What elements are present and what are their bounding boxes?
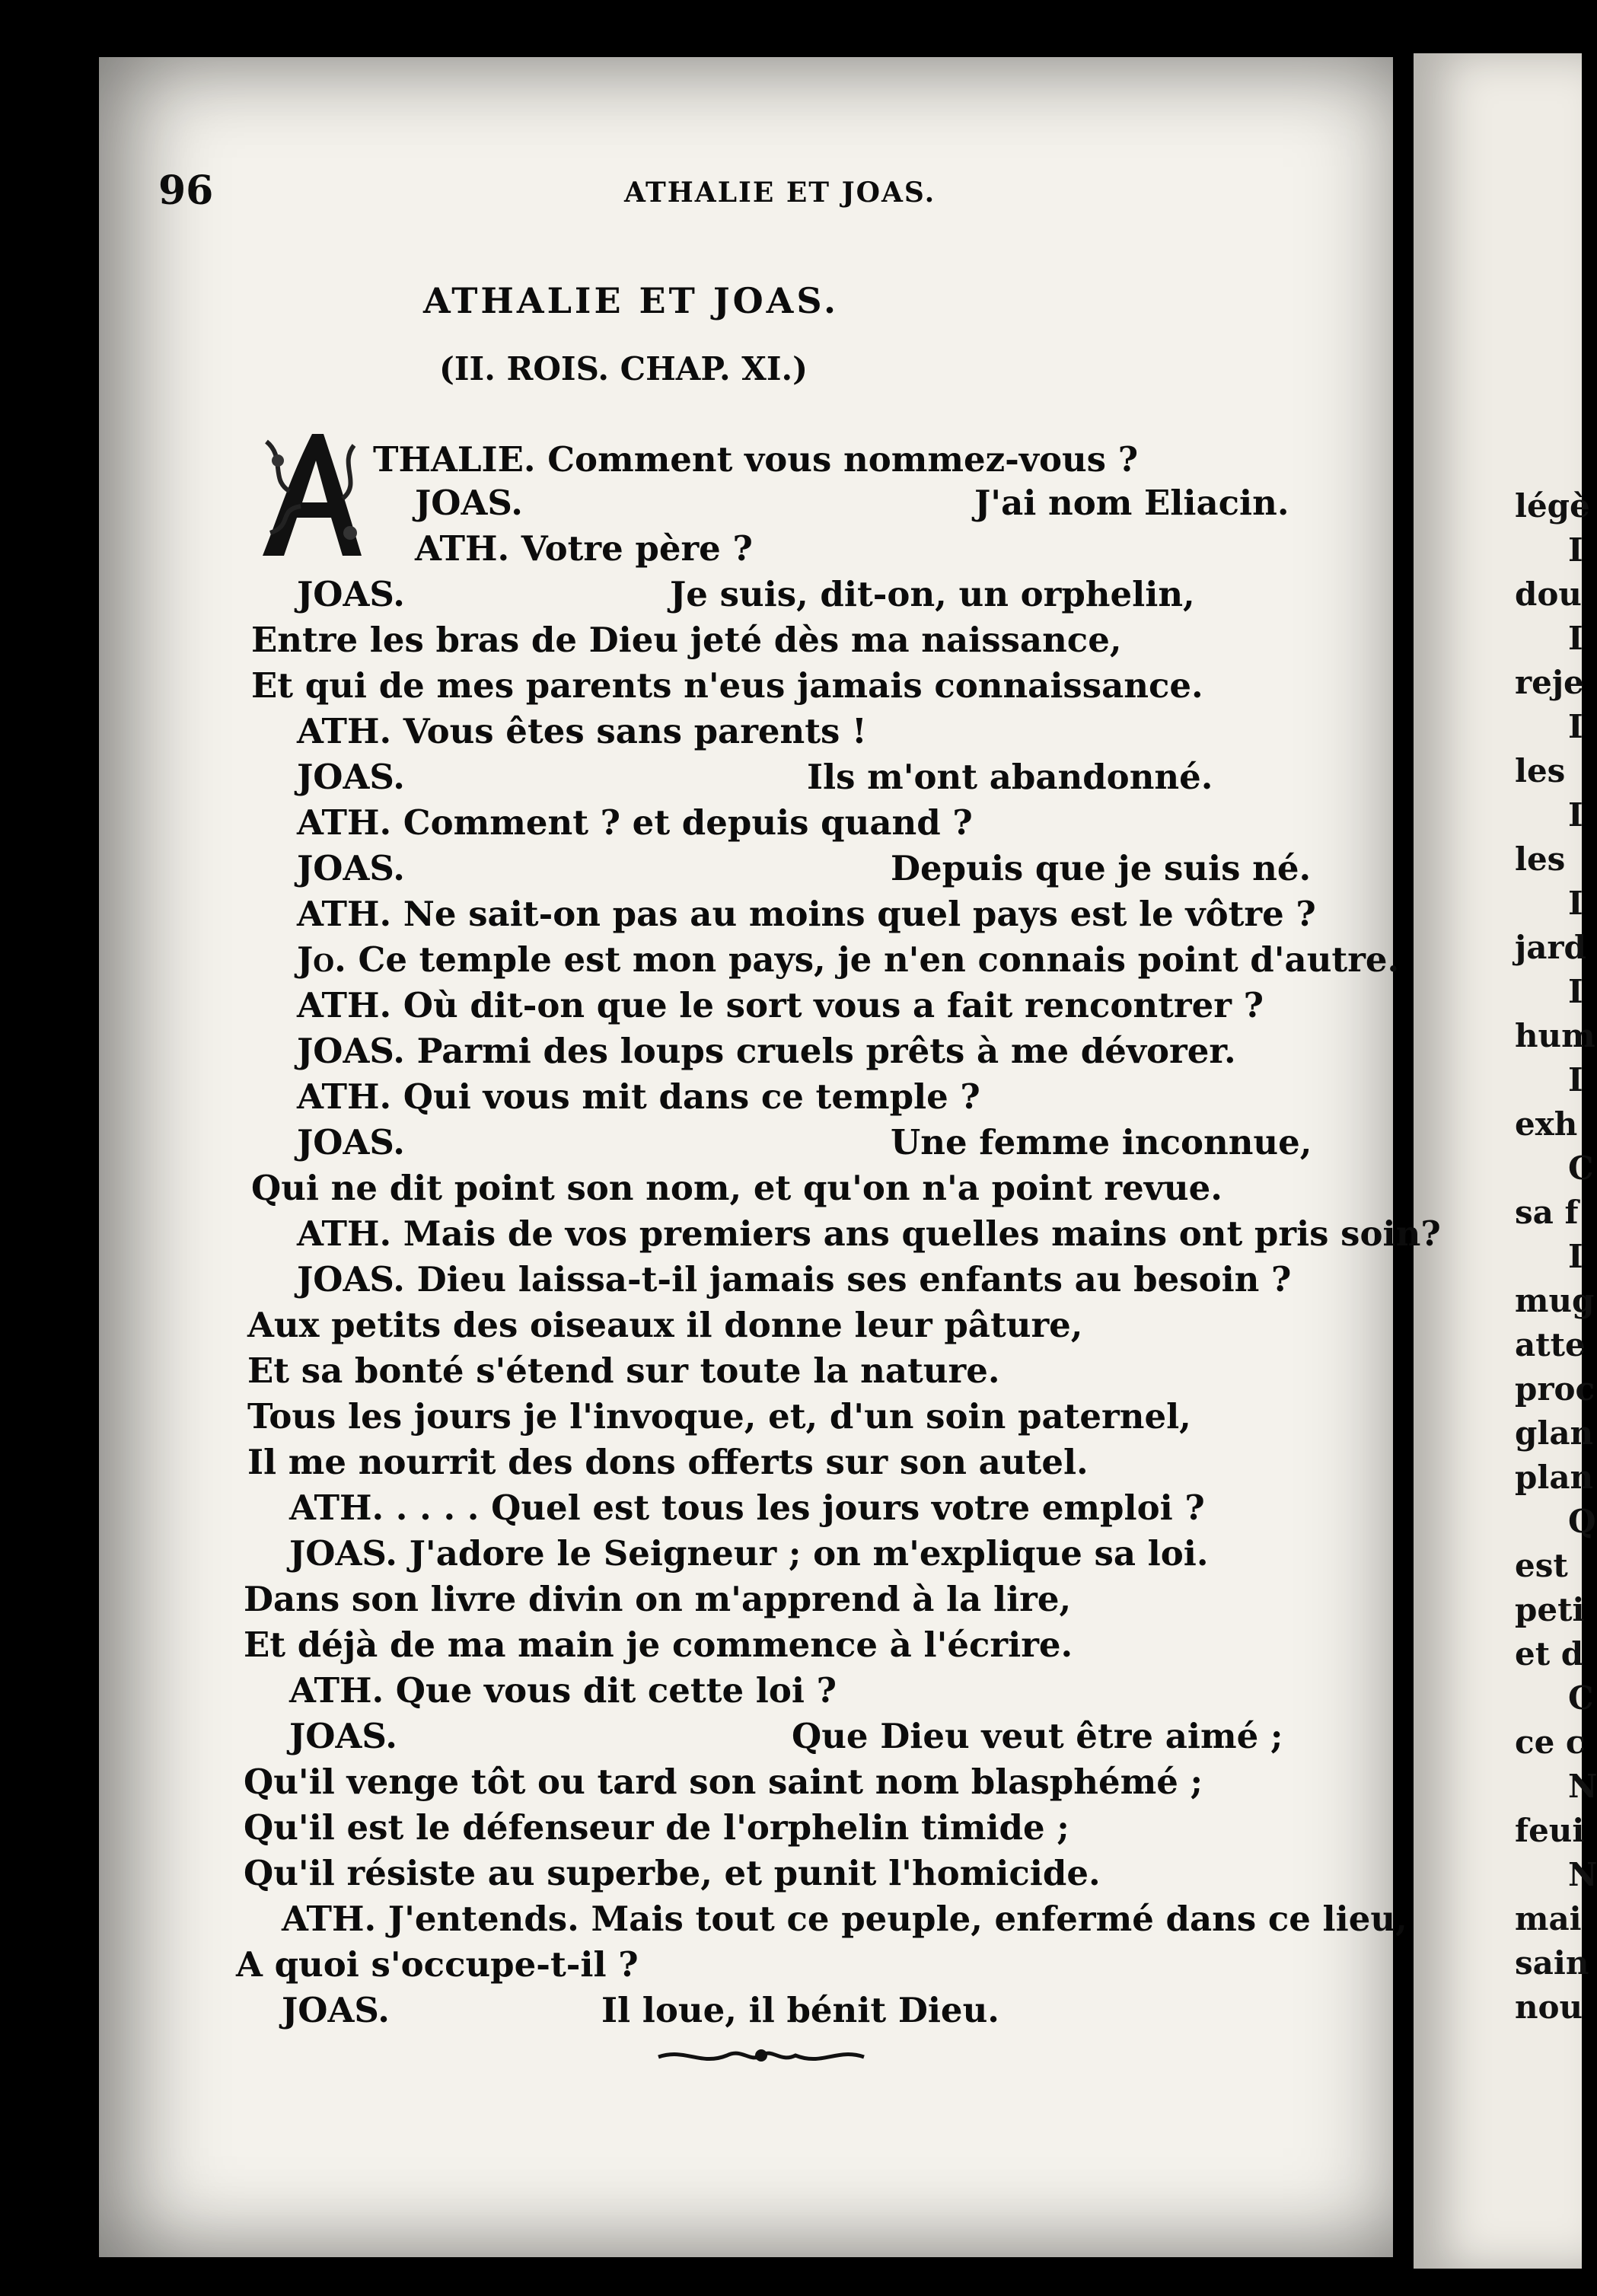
page-number: 96 (158, 167, 214, 214)
right-page-fragment: les (1515, 840, 1566, 878)
line-text: . . . . Quel est tous les jours votre emploi ? (384, 1488, 1205, 1528)
right-page-fragment: I (1568, 885, 1583, 922)
line-text: Ne sait-on pas au moins quel pays est le vôtre ? (391, 894, 1316, 934)
ornament-divider-icon (655, 2040, 868, 2071)
line-text: Je suis, dit-on, un orphelin, (670, 574, 1195, 614)
verse-line (289, 1532, 1209, 1576)
line-text: Il me nourrit des dons offerts sur son autel. (247, 1442, 1089, 1482)
right-page-fragment: mai (1515, 1900, 1582, 1937)
verse-line (891, 1121, 1312, 1165)
line-text: Où dit-on que le sort vous a fait rencontrer ? (391, 985, 1264, 1025)
right-page-fragment: I (1568, 796, 1583, 834)
right-page-fragment: nou (1515, 1988, 1583, 2026)
right-page-fragment: hum (1515, 1017, 1595, 1054)
line-text: J'adore le Seigneur ; on m'explique sa loi. (397, 1533, 1209, 1574)
speaker-name: JOAS. (289, 1716, 397, 1756)
right-page-fragment: I (1568, 620, 1583, 657)
right-page-fragment: I (1568, 531, 1583, 569)
line-text: Qu'il résiste au superbe, et punit l'homicide. (244, 1853, 1101, 1893)
right-page-fragment: glan (1515, 1414, 1594, 1452)
right-page-fragment: proc (1515, 1370, 1595, 1408)
speaker-name: ATH. (297, 802, 392, 843)
verse-line (297, 1121, 405, 1165)
right-page-fragment: atte (1515, 1326, 1586, 1363)
line-text: Et déjà de ma main je commence à l'écrire. (244, 1625, 1073, 1665)
right-page-fragment: I (1568, 1061, 1583, 1099)
verse-line (289, 1486, 1205, 1530)
running-title: ATHALIE ET JOAS. (624, 177, 936, 209)
speaker-name: ATH. (415, 528, 510, 569)
verse-line (297, 1075, 980, 1119)
line-text: Ils m'ont abandonné. (807, 757, 1213, 797)
speaker-name: ATH. (297, 894, 392, 934)
verse-line (601, 1988, 999, 2033)
line-text: Qui vous mit dans ce temple ? (391, 1076, 980, 1117)
right-page-fragment: dou (1515, 576, 1582, 613)
speaker-name: Jo. (297, 939, 346, 980)
verse-line (297, 755, 405, 799)
verse-line (251, 1166, 1222, 1210)
line-text: Et qui de mes parents n'eus jamais connaissance. (251, 665, 1203, 706)
line-text: Il loue, il bénit Dieu. (601, 1990, 999, 2030)
page-subtitle: (II. ROIS. CHAP. XI.) (439, 350, 808, 387)
verse-line (244, 1577, 1071, 1622)
right-page-fragment: reje (1515, 664, 1584, 701)
line-text: Comment vous nommez-vous ? (535, 439, 1139, 480)
right-page-fragment: peti (1515, 1591, 1585, 1628)
verse-line (244, 1623, 1073, 1667)
verse-line (247, 1440, 1089, 1484)
speaker-name: JOAS. (289, 1533, 397, 1574)
right-page-fragment: N (1568, 1768, 1597, 1805)
page-title: ATHALIE ET JOAS. (423, 280, 839, 321)
verse-line (251, 618, 1122, 662)
line-text: Et sa bonté s'étend sur toute la nature. (247, 1350, 1000, 1391)
line-text: Qu'il venge tôt ou tard son saint nom blasphémé ; (244, 1762, 1203, 1802)
speaker-name: ATH. (297, 985, 392, 1025)
right-page-fragment: ce c (1515, 1724, 1586, 1761)
right-page-fragment: légè (1515, 487, 1590, 525)
line-text: Que Dieu veut être aimé ; (792, 1716, 1283, 1756)
line-text: Dieu laissa-t-il jamais ses enfants au besoin ? (404, 1259, 1292, 1299)
verse-line (297, 892, 1316, 936)
right-page-fragment: I (1568, 973, 1583, 1010)
verse-line (289, 1669, 837, 1713)
verse-line (289, 1714, 397, 1759)
right-page-fragment: exh (1515, 1105, 1578, 1143)
verse-line (247, 1349, 1000, 1393)
right-page-fragment: plan (1515, 1459, 1594, 1496)
right-page-fragment: N (1568, 1856, 1597, 1893)
speaker-name: JOAS. (297, 1031, 405, 1071)
verse-line (297, 984, 1264, 1028)
line-text: Votre père ? (509, 528, 753, 569)
line-text: J'ai nom Eliacin. (974, 483, 1289, 523)
right-page-fragment: est (1515, 1547, 1568, 1584)
verse-line (670, 572, 1195, 617)
verse-line (297, 1029, 1236, 1073)
verse-line (297, 1212, 1441, 1256)
verse-line (244, 1806, 1069, 1850)
line-text: Une femme inconnue, (891, 1122, 1312, 1162)
right-page-fragment: C (1568, 1150, 1594, 1187)
verse-line (282, 1988, 390, 2033)
verse-line (251, 664, 1203, 708)
line-text: Depuis que je suis né. (891, 848, 1312, 888)
line-text: Vous êtes sans parents ! (391, 711, 867, 751)
speaker-name: JOAS. (297, 757, 405, 797)
line-text: Parmi des loups cruels prêts à me dévorer. (404, 1031, 1236, 1071)
right-page-fragment: jard (1515, 929, 1586, 966)
line-text: J'entends. Mais tout ce peuple, enfermé dans ce lieu, (376, 1899, 1407, 1939)
speaker-name: THALIE. (373, 439, 536, 480)
right-page-fragment: I (1568, 708, 1583, 745)
line-text: Entre les bras de Dieu jeté dès ma naissance, (251, 620, 1122, 660)
right-page-fragment: sain (1515, 1944, 1589, 1982)
verse-line (247, 1395, 1191, 1439)
right-page-fragment: mug (1515, 1282, 1595, 1319)
speaker-name: ATH. (297, 711, 392, 751)
line-text: Tous les jours je l'invoque, et, d'un soin paternel, (247, 1396, 1191, 1437)
verse-line (297, 801, 973, 845)
line-text: A quoi s'occupe-t-il ? (236, 1944, 639, 1985)
verse-line (807, 755, 1213, 799)
line-text: Dans son livre divin on m'apprend à la lire, (244, 1579, 1072, 1619)
verse-line (415, 527, 753, 571)
right-page-fragment: et d (1515, 1635, 1584, 1673)
speaker-name: ATH. (297, 1076, 392, 1117)
right-page-fragment: C (1568, 1679, 1594, 1717)
speaker-name: JOAS. (297, 1259, 405, 1299)
verse-line (297, 572, 405, 617)
verse-line (244, 1760, 1203, 1804)
speaker-name: ATH. (289, 1670, 384, 1711)
verse-line (244, 1851, 1101, 1896)
line-text: Comment ? et depuis quand ? (391, 802, 973, 843)
verse-line (297, 710, 867, 754)
verse-line (415, 481, 523, 525)
line-text: Que vous dit cette loi ? (384, 1670, 837, 1711)
line-text: Qui ne dit point son nom, et qu'on n'a point revue. (251, 1168, 1222, 1208)
verse-line (891, 847, 1311, 891)
speaker-name: JOAS. (415, 483, 523, 523)
verse-line (297, 938, 1399, 982)
line-text: Mais de vos premiers ans quelles mains ont pris soin? (391, 1213, 1441, 1254)
line-text: Aux petits des oiseaux il donne leur pâture, (247, 1305, 1083, 1345)
verse-line (297, 1258, 1291, 1302)
speaker-name: JOAS. (297, 1122, 405, 1162)
verse-line (247, 1303, 1082, 1347)
decorated-initial-a-icon (255, 426, 369, 563)
speaker-name: ATH. (289, 1488, 384, 1528)
verse-line (792, 1714, 1283, 1759)
speaker-name: ATH. (282, 1899, 377, 1939)
verse-line (236, 1943, 639, 1987)
verse-line (373, 438, 1138, 482)
line-text: Ce temple est mon pays, je n'en connais point d'autre. (346, 939, 1400, 980)
line-text: Qu'il est le défenseur de l'orphelin timide ; (244, 1807, 1069, 1848)
speaker-name: ATH. (297, 1213, 392, 1254)
right-page-fragment: Q (1568, 1503, 1596, 1540)
right-page-fragment: feui (1515, 1812, 1585, 1849)
verse-line (297, 847, 405, 891)
right-page-fragment: I (1568, 1238, 1583, 1275)
right-page-fragment: les (1515, 752, 1566, 789)
verse-line (282, 1897, 1407, 1941)
speaker-name: JOAS. (282, 1990, 390, 2030)
speaker-name: JOAS. (297, 574, 405, 614)
right-page-fragment: sa f (1515, 1194, 1579, 1231)
speaker-name: JOAS. (297, 848, 405, 888)
verse-line (974, 481, 1289, 525)
